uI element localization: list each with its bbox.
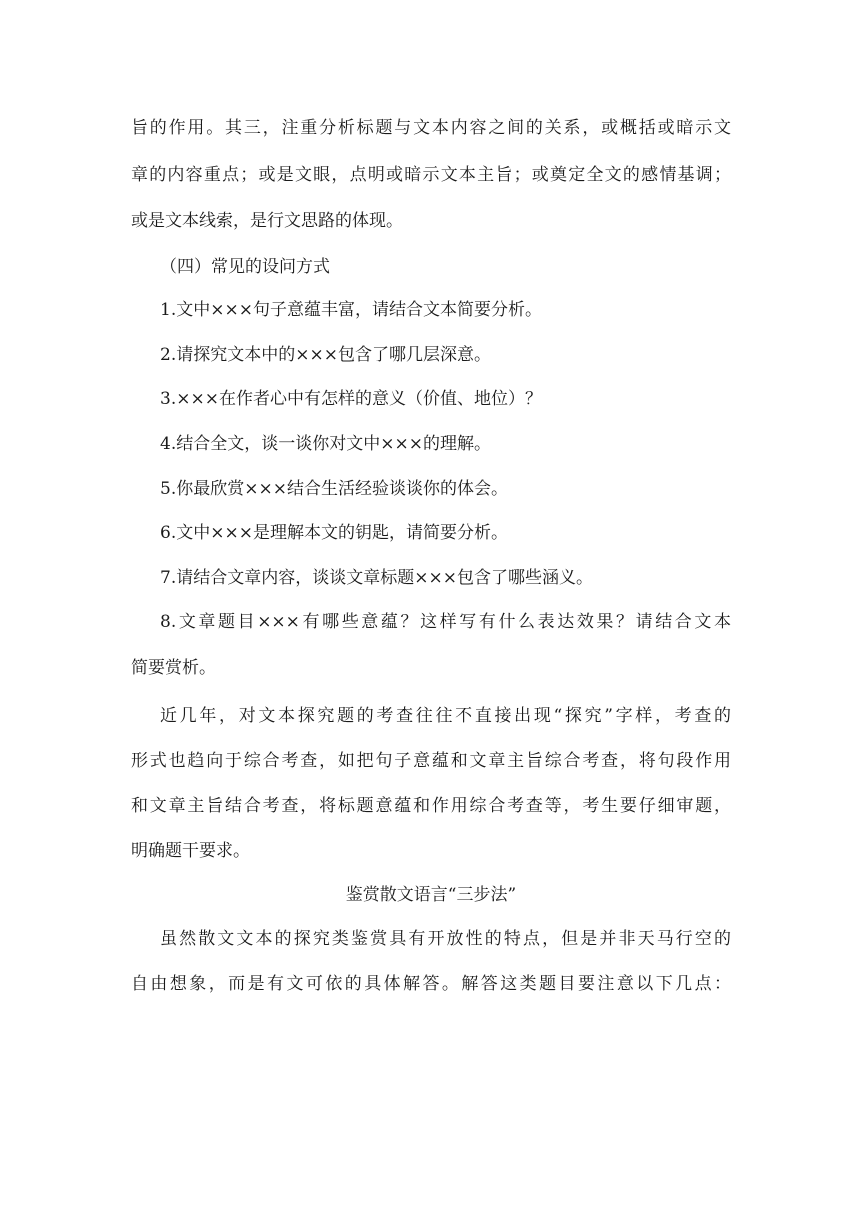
body-line: 或是文本线索，是行文思路的体现。 — [131, 211, 403, 231]
body-line: 明确题干要求。 — [131, 841, 250, 861]
body-line: 形式也趋向于综合考查，如把句子意蕴和文章主旨综合考查，将句段作用 — [131, 751, 731, 771]
body-line: 自由想象，而是有文可依的具体解答。解答这类题目要注意以下几点： — [131, 974, 731, 994]
section-heading: （四）常见的设问方式 — [160, 257, 330, 277]
question-item: 3.×××在作者心中有怎样的意义（价值、地位）？ — [160, 389, 542, 409]
body-line: 和文章主旨结合考查，将标题意蕴和作用综合考查等，考生要仔细审题， — [131, 796, 731, 816]
question-item: 2.请探究文本中的×××包含了哪几层深意。 — [160, 345, 491, 365]
question-item: 5.你最欣赏×××结合生活经验谈谈你的体会。 — [160, 479, 508, 499]
section-title: 鉴赏散文语言“三步法” — [345, 885, 517, 905]
question-item: 6.文中×××是理解本文的钥匙，请简要分析。 — [160, 523, 508, 543]
body-line: 章的内容重点；或是文眼，点明或暗示文本主旨；或奠定全文的感情基调； — [131, 165, 731, 185]
question-item: 1.文中×××句子意蕴丰富，请结合文本简要分析。 — [160, 300, 542, 320]
body-line: 虽然散文文本的探究类鉴赏具有开放性的特点，但是并非天马行空的 — [160, 929, 731, 949]
body-line: 近几年，对文本探究题的考查往往不直接出现“探究”字样，考查的 — [160, 706, 731, 726]
question-item-continuation: 简要赏析。 — [131, 658, 216, 678]
question-item: 4.结合全文，谈一谈你对文中×××的理解。 — [160, 434, 491, 454]
body-line: 旨的作用。其三，注重分析标题与文本内容之间的关系，或概括或暗示文 — [131, 118, 731, 138]
question-item: 8.文章题目×××有哪些意蕴？这样写有什么表达效果？请结合文本 — [160, 612, 731, 632]
question-item: 7.请结合文章内容，谈谈文章标题×××包含了哪些涵义。 — [160, 568, 593, 588]
